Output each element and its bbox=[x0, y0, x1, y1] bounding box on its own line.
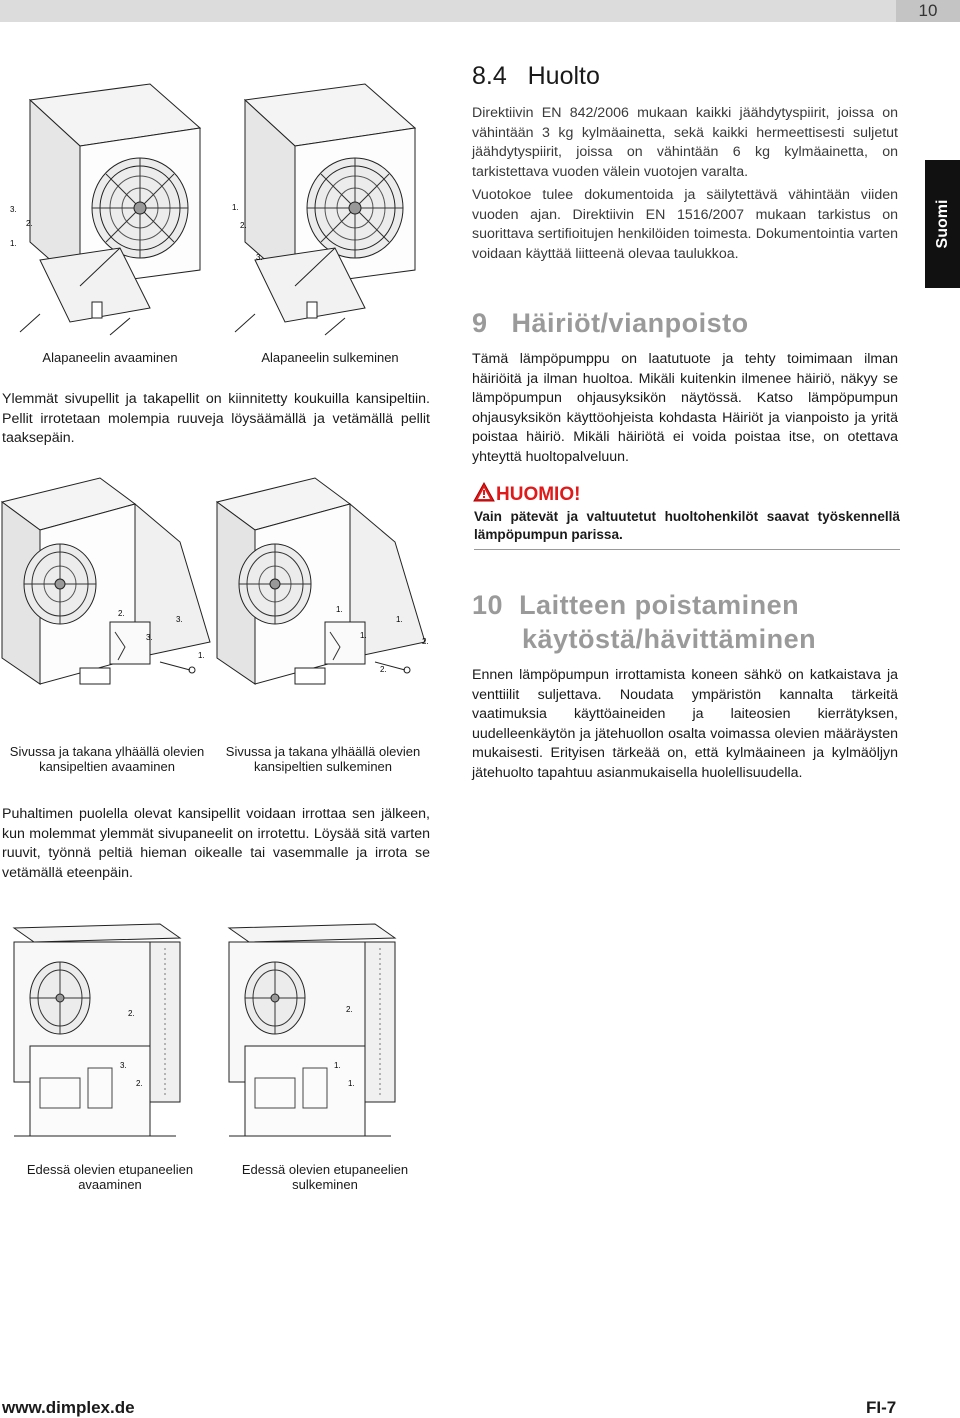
section-8-4-para-1: Direktiivin EN 842/2006 mukaan kaikki jäähdytyspiirit, joissa on vähintään 3 kg kylmäainetta, sekä kaikki hermeettisesti suljetut jäähdytyspiirit, joissa on vähintään 6 kg kylmäainetta, on tarkistettava vuoden välein vuotojen varalta. bbox=[472, 105, 898, 180]
warning-text: Vain pätevät ja valtuutetut huoltohenkilöt saavat työskennellä lämpöpumpun parissa. bbox=[474, 508, 900, 550]
step-label: 1. bbox=[396, 615, 403, 624]
section-9-heading bbox=[472, 306, 749, 340]
figure-caption: Alapaneelin avaaminen bbox=[42, 350, 178, 365]
figure-caption-line: kansipeltien avaaminen bbox=[39, 759, 175, 774]
step-label: 1. bbox=[336, 605, 343, 614]
section-number: 8.4 bbox=[472, 62, 507, 90]
figure-front-panels bbox=[0, 918, 440, 1158]
step-label: 2. bbox=[380, 665, 387, 674]
step-label: 3. bbox=[176, 615, 183, 624]
figure-caption: Alapaneelin sulkeminen bbox=[261, 350, 399, 365]
step-label: 3. bbox=[146, 633, 153, 642]
figure-caption-line: Edessä olevien etupaneelien bbox=[26, 1162, 194, 1177]
section-title: Huolto bbox=[527, 62, 600, 90]
section-title: Laitteen poistaminen bbox=[519, 590, 800, 620]
header-bar bbox=[0, 0, 960, 22]
section-9-para: Tämä lämpöpumppu on laatutuote ja tehty toimimaan ilman häiriöitä ja ilman huoltoa. Mikäli kuitenkin ilmenee häiriö, näkyy se lämpöpumpun ohjausyksikön näytössä. Katso lämpöpumpun ohjausyksikön käyttöohjeista kohdasta Häiriöt ja vianpoisto ja yritä poistaa häiriö. Mikäli häiriötä ei voida poistaa itse, on otettava yhteyttä huoltopalveluun. bbox=[472, 351, 898, 465]
step-label: 3. bbox=[10, 205, 17, 214]
step-label: 2. bbox=[26, 219, 33, 228]
step-label: 2. bbox=[346, 1005, 353, 1014]
step-label: 3. bbox=[256, 253, 263, 262]
section-8-4-para-2: Vuotokoe tulee dokumentoida ja säilytettävä vähintään viiden vuoden ajan. Direktiivin EN 1516/2007 mukaan tarkistus on suorittava sertifioitujen henkilöiden toimesta. Dokumentointia varten voidaan käyttää liitteenä olevaa taulukkoa. bbox=[472, 187, 898, 262]
warning-title: HUOMIO! bbox=[496, 484, 581, 505]
section-10-para: Ennen lämpöpumpun irrottamista koneen sähkö on katkaistava ja venttiilit suljettava. Noudata ympäristön kannalta tärkeitä vaatimuksia käyttöaineiden ja laiteosien kierrätyksen, uudelleenkäytön ja jätehuollon osalta voimassa olevien määräysten mukaisesti. Erityisen tärkeää on, että kylmäaineen ja kylmäöljyn jätehuolto tapahtuu asianmukaisella huolellisuudella. bbox=[472, 667, 898, 781]
section-10-heading bbox=[472, 588, 816, 656]
step-label: 3. bbox=[120, 1061, 127, 1070]
step-label: 2. bbox=[136, 1079, 143, 1088]
step-label: 2. bbox=[128, 1009, 135, 1018]
figure-caption bbox=[225, 1162, 425, 1192]
language-tab bbox=[925, 160, 960, 288]
step-label: 1. bbox=[360, 631, 367, 640]
section-10-title-line-2 bbox=[472, 622, 816, 656]
figure-caption-line: kansipeltien sulkeminen bbox=[253, 759, 393, 774]
footer-page-code: FI-7 bbox=[866, 1398, 897, 1417]
figure-text-1: Ylemmät sivupellit ja takapellit on kiinnitetty koukuilla kansipeltiin. Pellit irrotetaan molempia ruuveja löysäämällä ja vetämällä pellit taaksepäin. bbox=[2, 391, 430, 447]
figure-caption-line: sulkeminen bbox=[292, 1177, 358, 1192]
section-10-title-line-1 bbox=[472, 588, 816, 622]
step-label: 1. bbox=[232, 203, 239, 212]
figure-text-2: Puhaltimen puolella olevat kansipellit voidaan irrottaa sen jälkeen, kun molemmat ylemmät sivupaneelit on irrotettu. Löysää sitä varten ruuvit, työnnä peltiä hieman oikealle tai vasemmalle ja irrota se vetämällä eteenpäin. bbox=[2, 806, 430, 881]
figure-caption-line: Sivussa ja takana ylhäällä olevien bbox=[9, 744, 205, 759]
figure-lower-panel bbox=[0, 70, 440, 345]
section-8-4-heading bbox=[472, 62, 600, 91]
section-title: käytöstä/hävittäminen bbox=[522, 624, 817, 654]
figure-caption bbox=[10, 1162, 210, 1192]
step-label: 1. bbox=[348, 1079, 355, 1088]
figure-caption-line: avaaminen bbox=[78, 1177, 142, 1192]
figure-caption-line: Sivussa ja takana ylhäällä olevien bbox=[225, 744, 421, 759]
page-number: 10 bbox=[896, 0, 960, 22]
step-label: 1. bbox=[10, 239, 17, 248]
footer-website: www.dimplex.de bbox=[2, 1398, 135, 1417]
step-label: 1. bbox=[334, 1061, 341, 1070]
step-label: 1. bbox=[198, 651, 205, 660]
figure-caption bbox=[2, 744, 212, 774]
figure-caption-line: Edessä olevien etupaneelien bbox=[241, 1162, 409, 1177]
figure-caption bbox=[218, 744, 428, 774]
step-label: 2. bbox=[422, 637, 429, 646]
section-title: Häiriöt/vianpoisto bbox=[511, 308, 749, 338]
warning-icon bbox=[473, 482, 495, 502]
section-number: 10 bbox=[472, 590, 504, 620]
section-number: 9 bbox=[472, 308, 488, 338]
language-tab-label: Suomi bbox=[933, 199, 951, 249]
step-label: 2. bbox=[118, 609, 125, 618]
figure-cover-panels bbox=[0, 472, 440, 722]
step-label: 2. bbox=[240, 221, 247, 230]
